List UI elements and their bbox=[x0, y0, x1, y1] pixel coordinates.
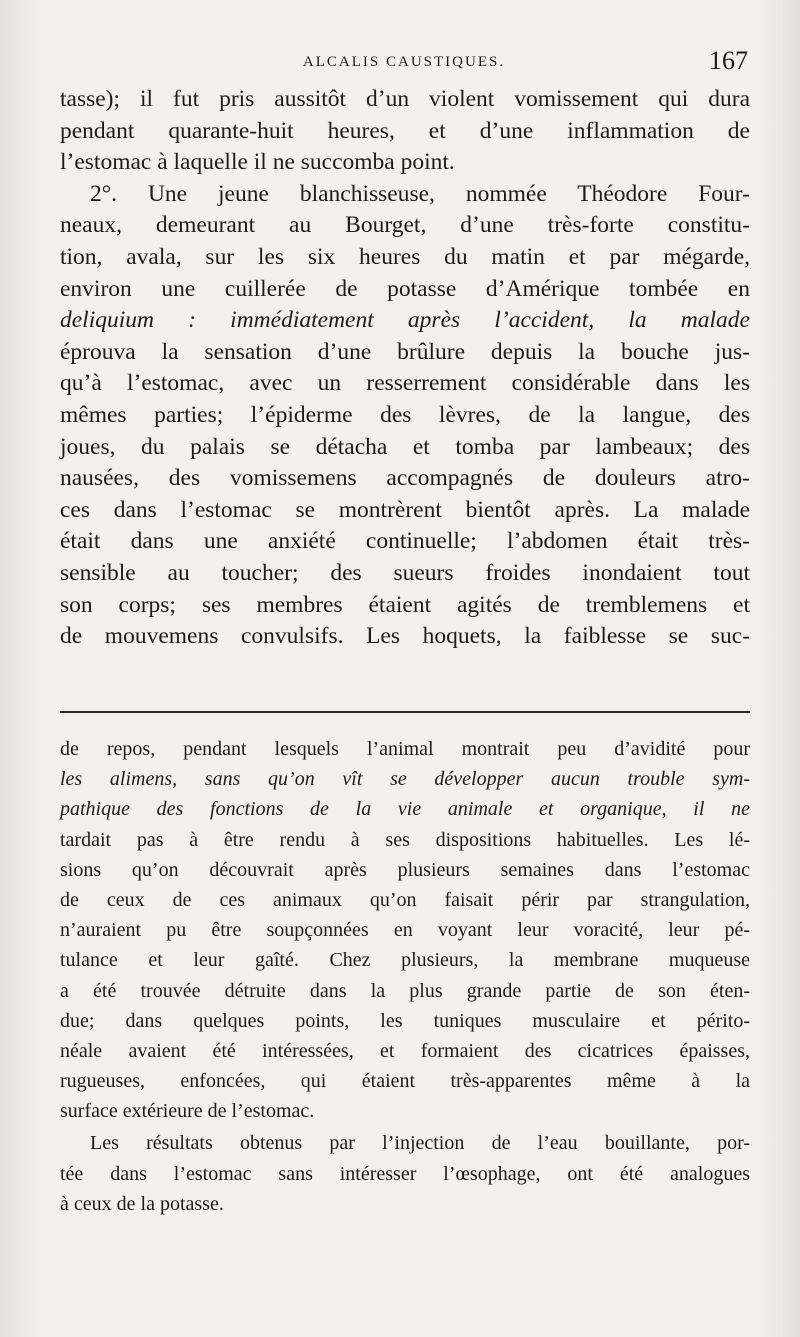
text-line: joues, du palais se détacha et tomba par lambeaux; des bbox=[60, 433, 750, 460]
footnote-line: les alimens, sans qu’on vît se développer aucun trouble sym- bbox=[60, 768, 750, 791]
text-line: 2°. Une jeune blanchisseuse, nommée Théodore Four- bbox=[90, 180, 750, 207]
text-line: son corps; ses membres étaient agités de tremblemens et bbox=[60, 591, 750, 618]
footnote-line: à ceux de la potasse. bbox=[60, 1192, 224, 1215]
page-header bbox=[60, 46, 748, 80]
text-line: était dans une anxiété continuelle; l’abdomen était très- bbox=[60, 528, 750, 555]
text-line: tion, avala, sur les six heures du matin et par mégarde, bbox=[60, 243, 750, 270]
text-line: sensible au toucher; des sueurs froides inondaient tout bbox=[60, 559, 750, 586]
main-text bbox=[60, 84, 750, 653]
text-line: environ une cuillerée de potasse d’Amérique tombée en bbox=[60, 275, 750, 302]
text-line: ces dans l’estomac se montrèrent bientôt après. La malade bbox=[60, 496, 750, 523]
footnote-line: tardait pas à être rendu à ses dispositions habituelles. Les lé- bbox=[60, 828, 750, 851]
footnote-line: pathique des fonctions de la vie animale et organique, il ne bbox=[60, 798, 750, 821]
footnote-line: sions qu’on découvrait après plusieurs semaines dans l’estomac bbox=[60, 858, 750, 881]
text-line: de mouvemens convulsifs. Les hoquets, la faiblesse se suc- bbox=[60, 623, 750, 650]
footnote-line: rugueuses, enfoncées, qui étaient très-apparentes même à la bbox=[60, 1070, 750, 1093]
footnote-divider bbox=[60, 711, 750, 713]
text-line: tasse); il fut pris aussitôt d’un violent vomissement qui dura bbox=[60, 86, 750, 112]
footnote-line: de ceux de ces animaux qu’on faisait périr par strangulation, bbox=[60, 888, 750, 911]
footnote-line: néale avaient été intéressées, et formaient des cicatrices épaisses, bbox=[60, 1039, 750, 1062]
footnote-line: a été trouvée détruite dans la plus grande partie de son éten- bbox=[60, 979, 750, 1002]
text-line: l’estomac à laquelle il ne succomba point. bbox=[60, 149, 455, 176]
footnote-line: tée dans l’estomac sans intéresser l’œsophage, ont été analogues bbox=[60, 1162, 750, 1185]
text-line: pendant quarante-huit heures, et d’une inflammation de bbox=[60, 117, 750, 144]
running-title: ALCALIS CAUSTIQUES. bbox=[302, 54, 506, 70]
footnote-line: tulance et leur gaîté. Chez plusieurs, la membrane muqueuse bbox=[60, 949, 750, 972]
text-line: deliquium : immédiatement après l’accident, la malade bbox=[60, 307, 750, 334]
text-line: éprouva la sensation d’une brûlure depuis la bouche jus- bbox=[60, 338, 750, 365]
text-line: neaux, demeurant au Bourget, d’une très-forte constitu- bbox=[60, 212, 750, 239]
page-number: 167 bbox=[709, 46, 748, 75]
footnote-line: n’auraient pu être soupçonnées en voyant leur voracité, leur pé- bbox=[60, 919, 750, 942]
footnote-line: surface extérieure de l’estomac. bbox=[60, 1100, 315, 1123]
footnote-line: due; dans quelques points, les tuniques musculaire et périto- bbox=[60, 1009, 750, 1032]
text-line: mêmes parties; l’épiderme des lèvres, de la langue, des bbox=[60, 401, 750, 428]
text-line: nausées, des vomissemens accompagnés de douleurs atro- bbox=[60, 465, 750, 492]
footnote-line: de repos, pendant lesquels l’animal montrait peu d’avidité pour bbox=[60, 738, 750, 760]
footnote-line: Les résultats obtenus par l’injection de l’eau bouillante, por- bbox=[90, 1132, 750, 1155]
footnote-text bbox=[60, 734, 750, 1219]
text-line: qu’à l’estomac, avec un resserrement considérable dans les bbox=[60, 370, 750, 397]
